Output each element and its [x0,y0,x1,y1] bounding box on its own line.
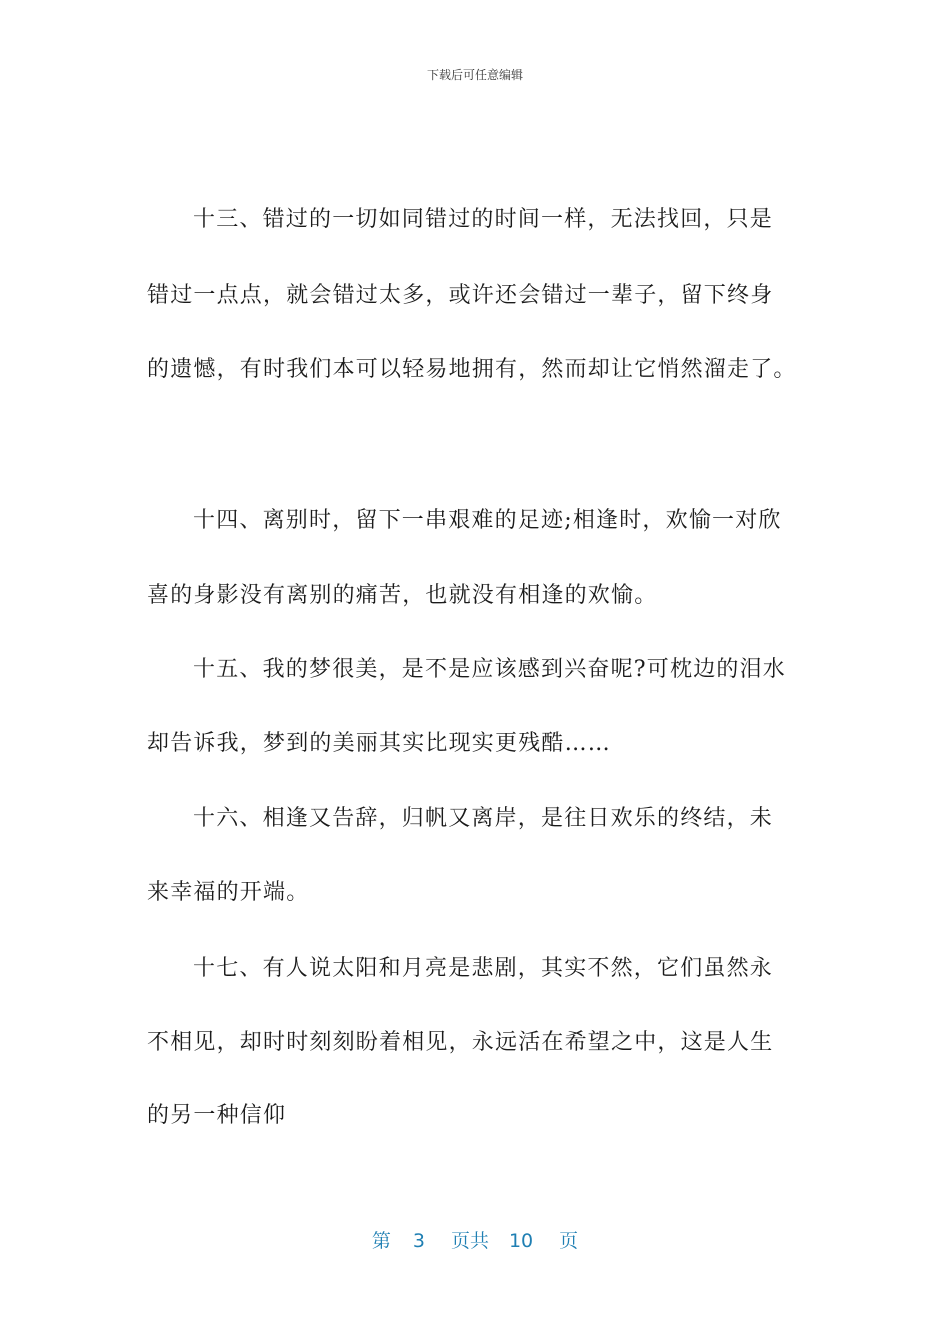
paragraph-line: 十六、相逢又告辞，归帆又离岸，是往日欢乐的终结，未 [193,806,774,831]
paragraph-line: 十四、离别时，留下一串艰难的足迹;相逢时，欢愉一对欣 [193,508,782,533]
paragraph-line: 十五、我的梦很美，是不是应该感到兴奋呢?可枕边的泪水 [193,657,786,682]
footer-total-pages: 10 [508,1230,534,1252]
paragraph-line: 的遗憾，有时我们本可以轻易地拥有，然而却让它悄然溜走了。 [147,357,797,382]
footer-page-middle: 页共 [450,1230,489,1252]
page-footer [0,1226,950,1253]
paragraph-line: 错过一点点，就会错过太多，或许还会错过一辈子，留下终身 [147,283,774,308]
footer-page-prefix: 第 [371,1230,391,1252]
paragraph-line: 却告诉我，梦到的美丽其实比现实更残酷…… [147,731,612,756]
paragraph-line: 十七、有人说太阳和月亮是悲剧，其实不然，它们虽然永 [193,956,774,981]
footer-page-suffix: 页 [559,1230,579,1252]
paragraph-line: 来幸福的开端。 [147,880,310,905]
page-header: 下载后可任意编辑 [426,68,523,82]
paragraph-line: 不相见，却时时刻刻盼着相见，永远活在希望之中，这是人生 [147,1030,774,1055]
footer-current-page: 3 [412,1230,425,1252]
paragraph-line: 的另一种信仰 [147,1103,287,1128]
paragraph-line: 十三、错过的一切如同错过的时间一样，无法找回，只是 [193,207,774,232]
paragraph-line: 喜的身影没有离别的痛苦，也就没有相逢的欢愉。 [147,583,658,608]
